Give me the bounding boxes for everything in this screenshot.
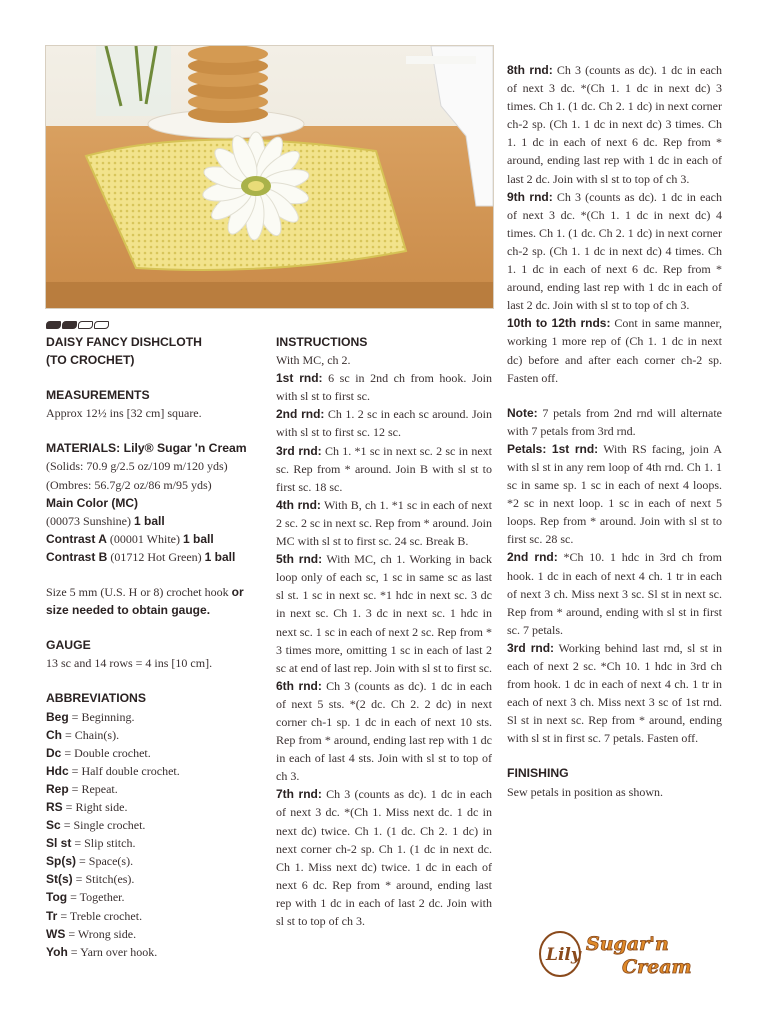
skill-level-bar [78, 321, 93, 329]
abbreviation-term: Beg [46, 709, 69, 724]
petals-note [507, 404, 722, 440]
round-text: 6 sc in 2nd ch from hook. Join with sl st to first sc. [276, 371, 492, 404]
abbreviation-meaning: = Double crochet. [61, 745, 151, 760]
round-text: *Ch 10. 1 hdc in 3rd ch from hook. 1 dc in each of next 4 ch. 1 tr in each of next 3 ch. Miss next 3 sc. Sl st in next sc. Rep from * around, ending with sl st in first sc. 7 petals. [507, 550, 723, 637]
abbreviation-meaning: = Repeat. [68, 781, 118, 796]
round-text: With MC, ch 1. Working in back loop only of each sc, 1 sc in same sc as last sl st. 1 sc in next sc. *1 hdc in next sc. 3 dc in next sc. Ch 1. 3 dc in next sc. 1 hdc in next sc. 1 sc in each of next 2 sc. Rep from * 3 times more, omitting 1 sc in each of last 2 sc at end of last rep. Join with sl st to first sc. [276, 552, 492, 675]
round-label: 7th rnd: [276, 787, 322, 802]
round-text: Ch 3 (counts as dc). 1 dc in each of next 3 dc. *(Ch 1. 1 dc in next dc) 3 times. Ch 1. (1 dc. Ch 2. 1 dc) in next corner ch-2 sp. (Ch 1. 1 dc in next dc) 3 times. Ch 1. 1 dc in each of next 6 dc. Rep from * around, ending last rep with 1 dc in each of last 2 dc. Join with sl st to top of ch 3. [507, 63, 722, 186]
contrast-b-label: Contrast B [46, 549, 108, 564]
main-color-label: Main Color (MC) [46, 495, 138, 510]
abbreviation-item [46, 925, 264, 943]
note-label: Note: [507, 405, 538, 420]
finishing-text: Sew petals in position as shown. [507, 784, 663, 799]
round-4 [276, 496, 492, 550]
round-10-12 [507, 314, 722, 386]
abbreviation-meaning: = Together. [67, 890, 125, 905]
pattern-title-line2: (TO CROCHET) [46, 353, 135, 368]
skill-level-bar [46, 321, 61, 329]
abbreviation-item [46, 852, 264, 870]
dishcloth-photo [45, 45, 494, 309]
round-label: 5th rnd: [276, 552, 323, 567]
abbreviation-meaning: = Chain(s). [62, 727, 120, 742]
petals-round-1 [507, 440, 722, 549]
materials-heading-line [46, 439, 264, 457]
materials-solids: (Solids: 70.9 g/2.5 oz/109 m/120 yds) [46, 459, 228, 474]
abbreviation-meaning: = Right side. [62, 799, 128, 814]
round-5 [276, 550, 492, 677]
column-middle [276, 333, 492, 930]
logo-word-sugar: Sugar'n [586, 933, 669, 955]
abbreviation-item [46, 870, 264, 888]
finishing-heading: FINISHING [507, 766, 569, 781]
hook-gauge-note: size needed to obtain gauge. [46, 603, 211, 618]
round-text: Ch 3 (counts as dc). 1 dc in each of next 5 sts. *(2 dc. Ch 2. 2 dc) in next corner ch-1 sp. 1 dc in each of next 10 sts. Rep from * around, ending last rep with 1 dc in each of last 4 sts. Join with sl st to top of ch 3. [276, 678, 492, 784]
round-text: With B, ch 1. *1 sc in each of next 2 sc. 2 sc in next sc. Rep from * around. Join MC with sl st to first sc. 24 sc. Break B. [276, 497, 492, 549]
hook-line [46, 583, 264, 619]
column-right [507, 61, 722, 801]
abbreviation-item [46, 798, 264, 816]
abbreviation-term: Yoh [46, 944, 68, 959]
round-7 [276, 785, 492, 930]
logo-word-lily: Lily [546, 945, 581, 965]
abbreviation-term: Ch [46, 727, 62, 742]
materials-heading: MATERIALS: [46, 441, 121, 456]
gauge-text: 13 sc and 14 rows = 4 ins [10 cm]. [46, 656, 213, 671]
abbreviation-meaning: = Space(s). [76, 854, 134, 869]
round-label: 9th rnd: [507, 189, 553, 204]
note-text: 7 petals from 2nd rnd will alternate with 7 petals from 3rd rnd. [507, 405, 722, 438]
hook-text: Size 5 mm (U.S. H or 8) crochet hook [46, 585, 229, 600]
abbreviation-meaning: = Slip stitch. [71, 836, 136, 851]
round-label: 4th rnd: [276, 497, 321, 512]
column-left [46, 333, 264, 961]
abbreviation-item [46, 744, 264, 762]
instructions-heading: INSTRUCTIONS [276, 335, 368, 349]
round-label: 3rd rnd: [507, 640, 555, 655]
contrast-b-color: (01712 Hot Green) [110, 549, 202, 564]
abbreviations-heading: ABBREVIATIONS [46, 691, 146, 706]
abbreviations-list [46, 708, 264, 961]
abbreviation-item [46, 816, 264, 834]
pattern-title-line1: DAISY FANCY DISHCLOTH [46, 335, 202, 349]
abbreviation-item [46, 780, 264, 798]
round-text: Ch 1. 2 sc in each sc around. Join with sl st to first sc. 12 sc. [276, 407, 492, 440]
skill-level-bar [62, 321, 77, 329]
round-1 [276, 369, 492, 405]
measurements-heading: MEASUREMENTS [46, 388, 150, 403]
round-label: 1st rnd: [276, 371, 323, 386]
abbreviation-term: Sc [46, 818, 61, 833]
abbreviation-term: Sl st [46, 836, 72, 851]
round-label: 2nd rnd: [276, 407, 325, 422]
contrast-a-qty: 1 ball [183, 531, 214, 546]
materials-ombres: (Ombres: 56.7g/2 oz/86 m/95 yds) [46, 477, 212, 492]
contrast-a-line [46, 530, 264, 548]
dishcloth-photo-illustration [46, 46, 493, 308]
round-text: Ch 3 (counts as dc). 1 dc in each of next 3 dc. *(Ch 1. 1 dc in next dc) 4 times. Ch 1. (1 dc. Ch 2. 1 dc) in next corner ch-2 sp. (Ch 1. 1 dc in next dc) 4 times. Ch 1. 1 dc in each of next 6 dc. Rep from * around, ending last rep with 1 dc in each of last 2 dc. Join with sl st to top of ch 3. [507, 189, 722, 313]
abbreviation-meaning: = Single crochet. [60, 818, 146, 833]
round-label: 3rd rnd: [276, 443, 322, 458]
lily-sugar-n-cream-logo [538, 928, 698, 980]
abbreviation-term: RS [46, 799, 63, 814]
skill-level-indicator [46, 321, 109, 329]
abbreviation-meaning: = Treble crochet. [57, 908, 143, 923]
instructions-intro: With MC, ch 2. [276, 353, 351, 368]
contrast-b-qty: 1 ball [204, 549, 236, 564]
contrast-a-color: (00001 White) [109, 531, 180, 546]
abbreviation-item [46, 907, 264, 925]
abbreviation-term: Dc [46, 745, 62, 760]
gauge-heading: GAUGE [46, 638, 91, 653]
abbreviation-term: St(s) [46, 872, 73, 887]
petals-round-3 [507, 639, 722, 748]
abbreviation-item [46, 762, 264, 780]
abbreviation-meaning: = Wrong side. [65, 926, 137, 941]
abbreviation-term: Tr [46, 908, 58, 923]
petals-round-2 [507, 548, 722, 638]
round-2 [276, 405, 492, 441]
abbreviation-term: WS [46, 926, 66, 941]
main-color-line [46, 512, 264, 530]
abbreviation-term: Sp(s) [46, 854, 76, 869]
abbreviation-meaning: = Beginning. [68, 709, 135, 724]
round-label: 10th to 12th rnds: [507, 316, 611, 331]
abbreviation-item [46, 834, 264, 852]
round-label: 8th rnd: [507, 63, 553, 77]
round-label: 2nd rnd: [507, 550, 558, 565]
abbreviation-meaning: = Yarn over hook. [67, 944, 158, 959]
round-3 [276, 442, 492, 496]
abbreviation-meaning: = Stitch(es). [72, 872, 135, 887]
measurements-text: Approx 12½ ins [32 cm] square. [46, 406, 202, 421]
abbreviation-item [46, 943, 264, 961]
abbreviation-term: Hdc [46, 763, 69, 778]
round-label: 6th rnd: [276, 678, 322, 693]
round-6 [276, 677, 492, 786]
abbreviation-item [46, 726, 264, 744]
round-text: Cont in same manner, working 1 more rep of (Ch 1. 1 dc in next dc) before and after each corner ch-2 sp. Fasten off. [507, 316, 722, 385]
contrast-a-label: Contrast A [46, 531, 107, 546]
abbreviation-item [46, 888, 264, 906]
round-text: Ch 1. *1 sc in next sc. 2 sc in next sc. Rep from * around. Join B with sl st to first sc. 18 sc. [276, 443, 492, 494]
abbreviation-meaning: = Half double crochet. [68, 763, 180, 778]
round-text: Working behind last rnd, sl st in each of next 2 sc. *Ch 10. 1 hdc in 3rd ch from hook. 1 dc in each of next 4 ch. 1 tr in each of next 3 ch. Miss next 3 sc of 1st rnd. Sl st in next sc. Rep from * around, ending with sl st in first sc. 7 petals. Fasten off. [507, 640, 722, 746]
main-color-qty: 1 ball [134, 513, 165, 528]
hook-or: or [231, 585, 244, 600]
abbreviation-term: Tog [46, 890, 68, 905]
logo-graphic [538, 928, 698, 980]
round-8 [507, 61, 722, 188]
abbreviation-term: Rep [46, 781, 69, 796]
contrast-b-line [46, 548, 264, 566]
logo-word-cream: Cream [622, 956, 692, 978]
round-label: Petals: 1st rnd: [507, 441, 599, 456]
round-9 [507, 188, 722, 315]
main-color-value: (00073 Sunshine) [46, 513, 131, 528]
round-text: With RS facing, join A with sl st in any rem loop of 4th rnd. Ch 1. 1 sc in same sp. 1 sc in each of next 4 loops. *2 sc in next loop. 1 sc in each of next 5 loops. Rep from * around. Join with sl st to first sc. 28 sc. [507, 441, 722, 547]
round-text: Ch 3 (counts as dc). 1 dc in each of next 3 dc. *(Ch 1. Miss next dc. 1 dc in next dc) twice. Ch 1. (1 dc. Ch 2. 1 dc) in next corner ch-2 sp. Ch 1. (1 dc in next dc. Ch 1. Miss next dc) twice. 1 dc in each of next 6 dc. Rep from * around, ending last rep with 1 dc in each of last 2 dc. Join with sl st to top of ch 3. [276, 787, 492, 928]
abbreviation-item [46, 708, 264, 726]
materials-brand: Lily® Sugar 'n Cream [123, 441, 247, 456]
skill-level-bar [94, 321, 109, 329]
